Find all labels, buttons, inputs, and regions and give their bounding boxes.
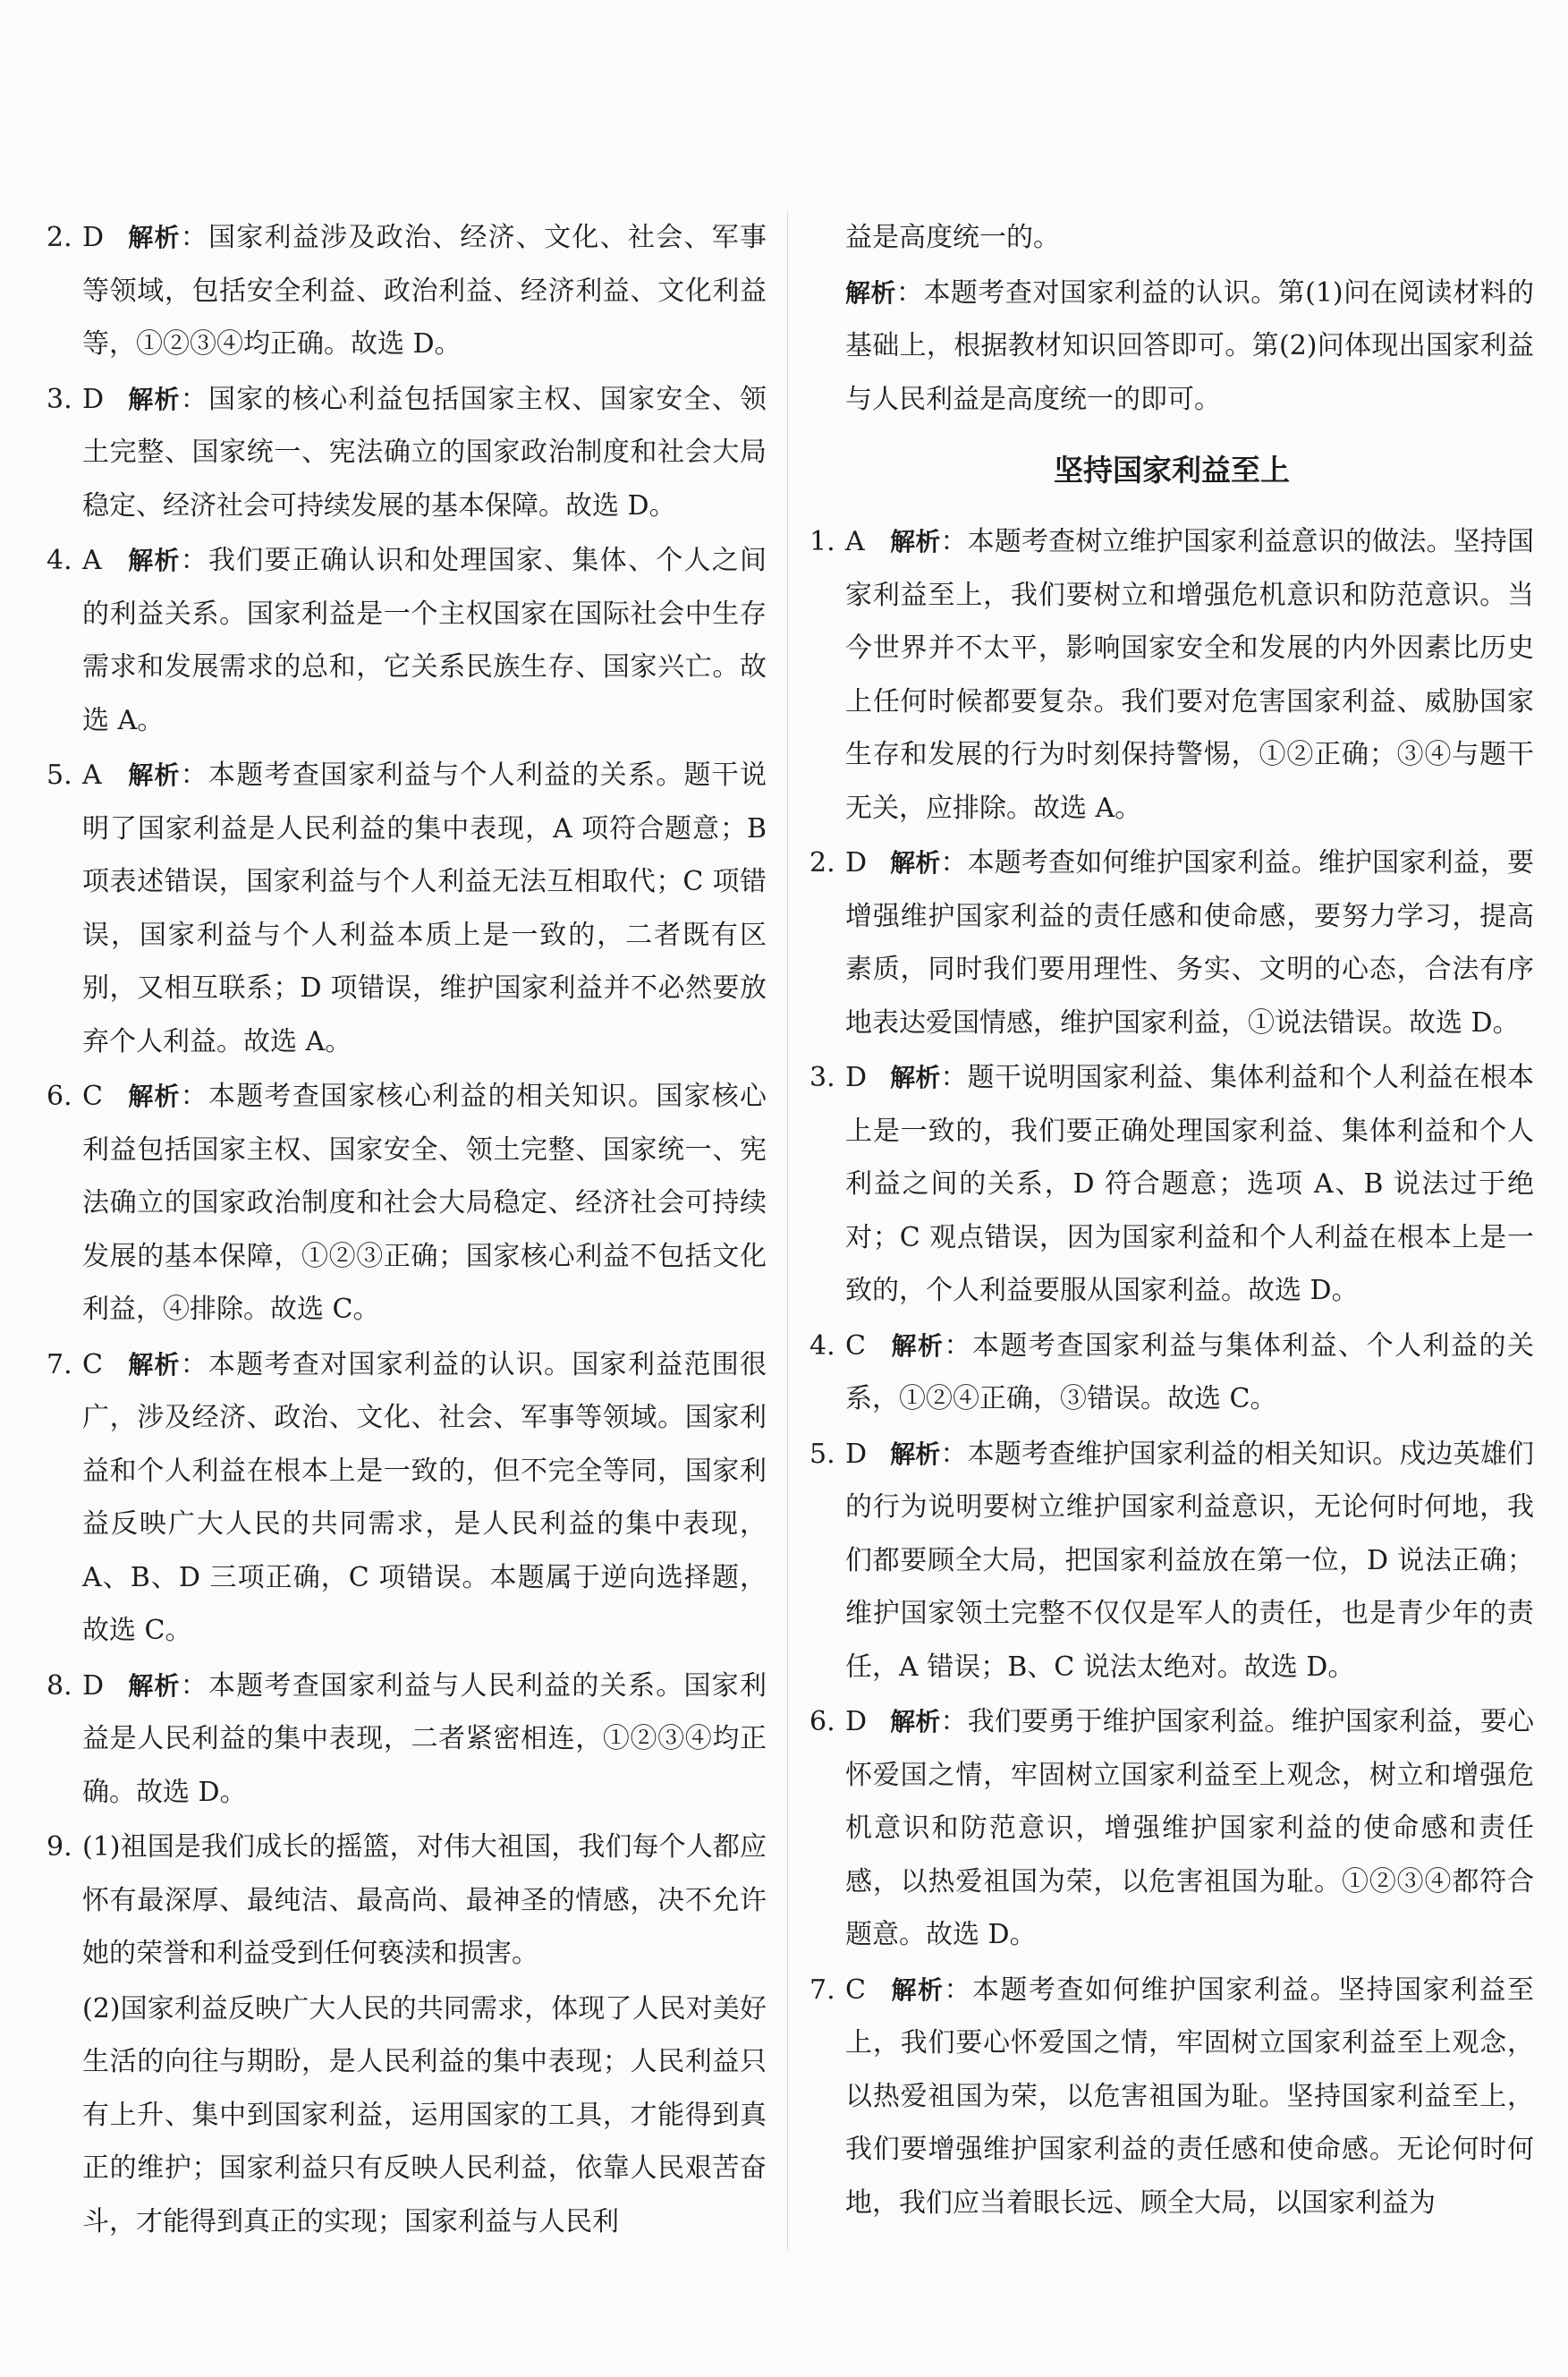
answer-item: 6. D 解析：我们要勇于维护国家利益。维护国家利益，要心怀爱国之情，牢固树立国家利益至上观念，树立和增强危机意识和防范意识，增强维护国家利益的使命感和责任感，以热爱祖国为荣，以危害祖国为耻。①②③④都符合题意。故选 D。 [809, 1706, 1534, 1950]
answer-item: 4. A 解析：我们要正确认识和处理国家、集体、个人之间的利益关系。国家利益是一个主权国家在国际社会中生存需求和发展需求的总和，它关系民族生存、国家兴亡。故选 A。 [47, 545, 767, 736]
right-column [809, 211, 1534, 2231]
analysis-paragraph: 解析：本题考查对国家利益的认识。第(1)问在阅读材料的基础上，根据教材知识回答即可。第(2)问体现出国家利益与人民利益是高度统一的即可。 [845, 276, 1534, 415]
answer-item: 9. (1)祖国是我们成长的摇篮，对伟大祖国，我们每个人都应怀有最深厚、最纯洁、最高尚、最神圣的情感，决不允许她的荣誉和利益受到任何亵渎和损害。 [47, 1831, 767, 1969]
left-column [47, 211, 767, 2250]
answer-continuation: (2)国家利益反映广大人民的共同需求，体现了人民对美好生活的向往与期盼，是人民利益的集中表现；人民利益只有上升、集中到国家利益，运用国家的工具，才能得到真正的维护；国家利益只有反映人民利益，依靠人民艰苦奋斗，才能得到真正的实现；国家利益与人民利 [82, 1992, 767, 2237]
answer-item: 5. A 解析：本题考查国家利益与个人利益的关系。题干说明了国家利益是人民利益的集中表现，A 项符合题意；B 项表述错误，国家利益与个人利益无法互相取代；C 项错误，国家利益与个人利益本质上是一致的，二者既有区别，又相互联系；D 项错误，维护国家利益并不必然要放弃个人利益。故选 A。 [47, 760, 767, 1057]
answer-item: 6. C 解析：本题考查国家核心利益的相关知识。国家核心利益包括国家主权、国家安全、领土完整、国家统一、宪法确立的国家政治制度和社会大局稳定、经济社会可持续发展的基本保障，①②③正确；国家核心利益不包括文化利益，④排除。故选 C。 [47, 1081, 767, 1325]
answer-item: 7. C 解析：本题考查如何维护国家利益。坚持国家利益至上，我们要心怀爱国之情，牢固树立国家利益至上观念，以热爱祖国为荣，以危害祖国为耻。坚持国家利益至上，我们要增强维护国家利益的责任感和使命感。无论何时何地，我们应当着眼长远、顾全大局，以国家利益为 [809, 1974, 1534, 2219]
answer-item: 2. D 解析：国家利益涉及政治、经济、文化、社会、军事等领域，包括安全利益、政治利益、经济利益、文化利益等，①②③④均正确。故选 D。 [47, 222, 767, 360]
column-divider [787, 211, 788, 2251]
answer-continuation: 益是高度统一的。 [845, 222, 1060, 253]
answer-item: 3. D 解析：国家的核心利益包括国家主权、国家安全、领土完整、国家统一、宪法确立的国家政治制度和社会大局稳定、经济社会可持续发展的基本保障。故选 D。 [47, 383, 767, 522]
answer-item: 8. D 解析：本题考查国家利益与人民利益的关系。国家利益是人民利益的集中表现，二者紧密相连，①②③④均正确。故选 D。 [47, 1669, 767, 1808]
answer-item: 3. D 解析：题干说明国家利益、集体利益和个人利益在根本上是一致的，我们要正确处理国家利益、集体利益和个人利益之间的关系，D 符合题意；选项 A、B 说法过于绝对；C 观点错误，因为国家利益和个人利益在根本上是一致的，个人利益要服从国家利益。故选 D。 [809, 1062, 1534, 1306]
answer-item: 5. D 解析：本题考查维护国家利益的相关知识。戍边英雄们的行为说明要树立维护国家利益意识，无论何时何地，我们都要顾全大局，把国家利益放在第一位，D 说法正确；维护国家领土完整不仅仅是军人的责任，也是青少年的责任，A 错误；B、C 说法太绝对。故选 D。 [809, 1438, 1534, 1683]
answer-item: 7. C 解析：本题考查对国家利益的认识。国家利益范围很广，涉及经济、政治、文化、社会、军事等领域。国家利益和个人利益在根本上是一致的，但不完全等同，国家利益反映广大人民的共同需求，是人民利益的集中表现，A、B、D 三项正确，C 项错误。本题属于逆向选择题，故选 C。 [47, 1348, 767, 1646]
answer-item: 2. D 解析：本题考查如何维护国家利益。维护国家利益，要增强维护国家利益的责任感和使命感，要努力学习，提高素质，同时我们要用理性、务实、文明的心态，合法有序地表达爱国情感，维护国家利益，①说法错误。故选 D。 [809, 847, 1534, 1039]
answer-item: 4. C 解析：本题考查国家利益与集体利益、个人利益的关系，①②④正确，③错误。故选 C。 [809, 1329, 1534, 1414]
section-title: 坚持国家利益至上 [1054, 453, 1290, 488]
answer-item: 1. A 解析：本题考查树立维护国家利益意识的做法。坚持国家利益至上，我们要树立和增强危机意识和防范意识。当今世界并不太平，影响国家安全和发展的内外因素比历史上任何时候都要复杂。我们要对危害国家利益、威胁国家生存和发展的行为时刻保持警惕，①②正确；③④与题干无关，应排除。故选 A。 [809, 526, 1534, 824]
